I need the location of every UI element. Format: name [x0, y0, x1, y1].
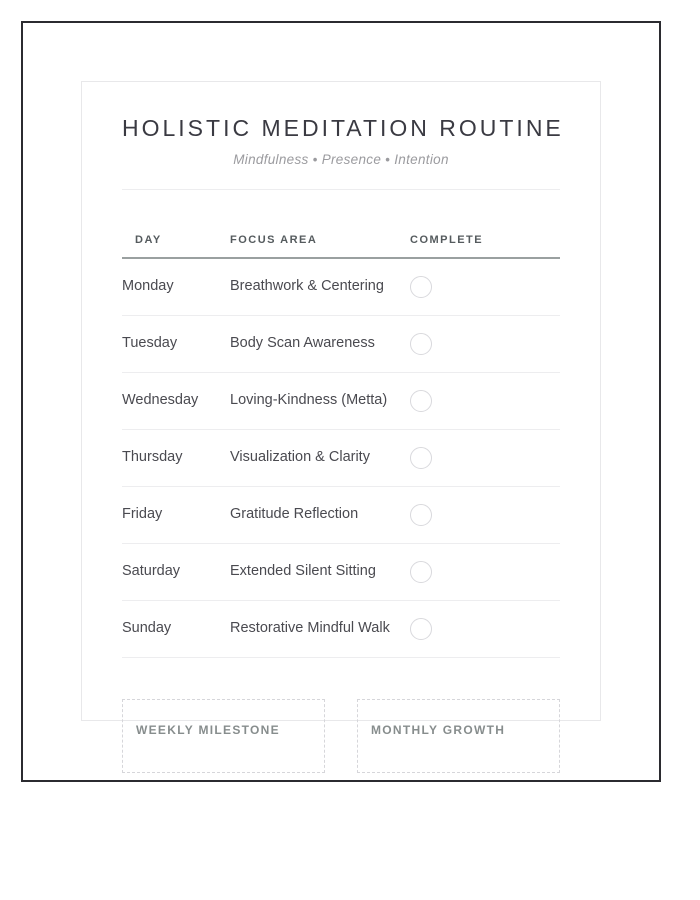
column-header-day: DAY — [122, 234, 230, 258]
table-body — [122, 258, 560, 658]
cell-complete — [410, 372, 560, 429]
cell-complete — [410, 486, 560, 543]
cell-focus-area: Breathwork & Centering — [230, 258, 410, 316]
cell-complete — [410, 258, 560, 316]
cell-complete — [410, 315, 560, 372]
cell-day: Monday — [122, 258, 230, 316]
table-header-row — [122, 234, 560, 258]
cell-focus-area: Body Scan Awareness — [230, 315, 410, 372]
goal-box-label: WEEKLY MILESTONE — [136, 722, 280, 737]
complete-checkbox-circle[interactable] — [410, 390, 432, 412]
goal-box-row — [122, 699, 560, 773]
goal-box-weekly-milestone[interactable] — [122, 699, 325, 773]
cell-day: Friday — [122, 486, 230, 543]
cell-focus-area: Restorative Mindful Walk — [230, 600, 410, 657]
cell-day: Tuesday — [122, 315, 230, 372]
table-header — [122, 234, 560, 258]
table-row — [122, 372, 560, 429]
cell-focus-area: Gratitude Reflection — [230, 486, 410, 543]
complete-checkbox-circle[interactable] — [410, 447, 432, 469]
cell-day: Wednesday — [122, 372, 230, 429]
table-row — [122, 600, 560, 657]
routine-card-content — [81, 81, 601, 773]
page-title: HOLISTIC MEDITATION ROUTINE — [122, 115, 564, 141]
complete-checkbox-circle[interactable] — [410, 561, 432, 583]
cell-day: Saturday — [122, 543, 230, 600]
table-row — [122, 315, 560, 372]
cell-complete — [410, 429, 560, 486]
complete-checkbox-circle[interactable] — [410, 504, 432, 526]
column-header-focus-area: FOCUS AREA — [230, 234, 410, 258]
table-row — [122, 258, 560, 316]
cell-day: Sunday — [122, 600, 230, 657]
cell-focus-area: Loving-Kindness (Metta) — [230, 372, 410, 429]
table-row — [122, 429, 560, 486]
table-row — [122, 543, 560, 600]
goal-box-label: MONTHLY GROWTH — [371, 722, 506, 737]
complete-checkbox-circle[interactable] — [410, 333, 432, 355]
card-header — [122, 81, 564, 190]
page-subtitle: Mindfulness • Presence • Intention — [233, 151, 449, 167]
column-header-complete: COMPLETE — [410, 234, 560, 258]
cell-day: Thursday — [122, 429, 230, 486]
goal-box-monthly-growth[interactable] — [357, 699, 560, 773]
complete-checkbox-circle[interactable] — [410, 276, 432, 298]
complete-checkbox-circle[interactable] — [410, 618, 432, 640]
cell-complete — [410, 543, 560, 600]
cell-focus-area: Visualization & Clarity — [230, 429, 410, 486]
cell-complete — [410, 600, 560, 657]
routine-table — [122, 234, 560, 658]
table-row — [122, 486, 560, 543]
cell-focus-area: Extended Silent Sitting — [230, 543, 410, 600]
